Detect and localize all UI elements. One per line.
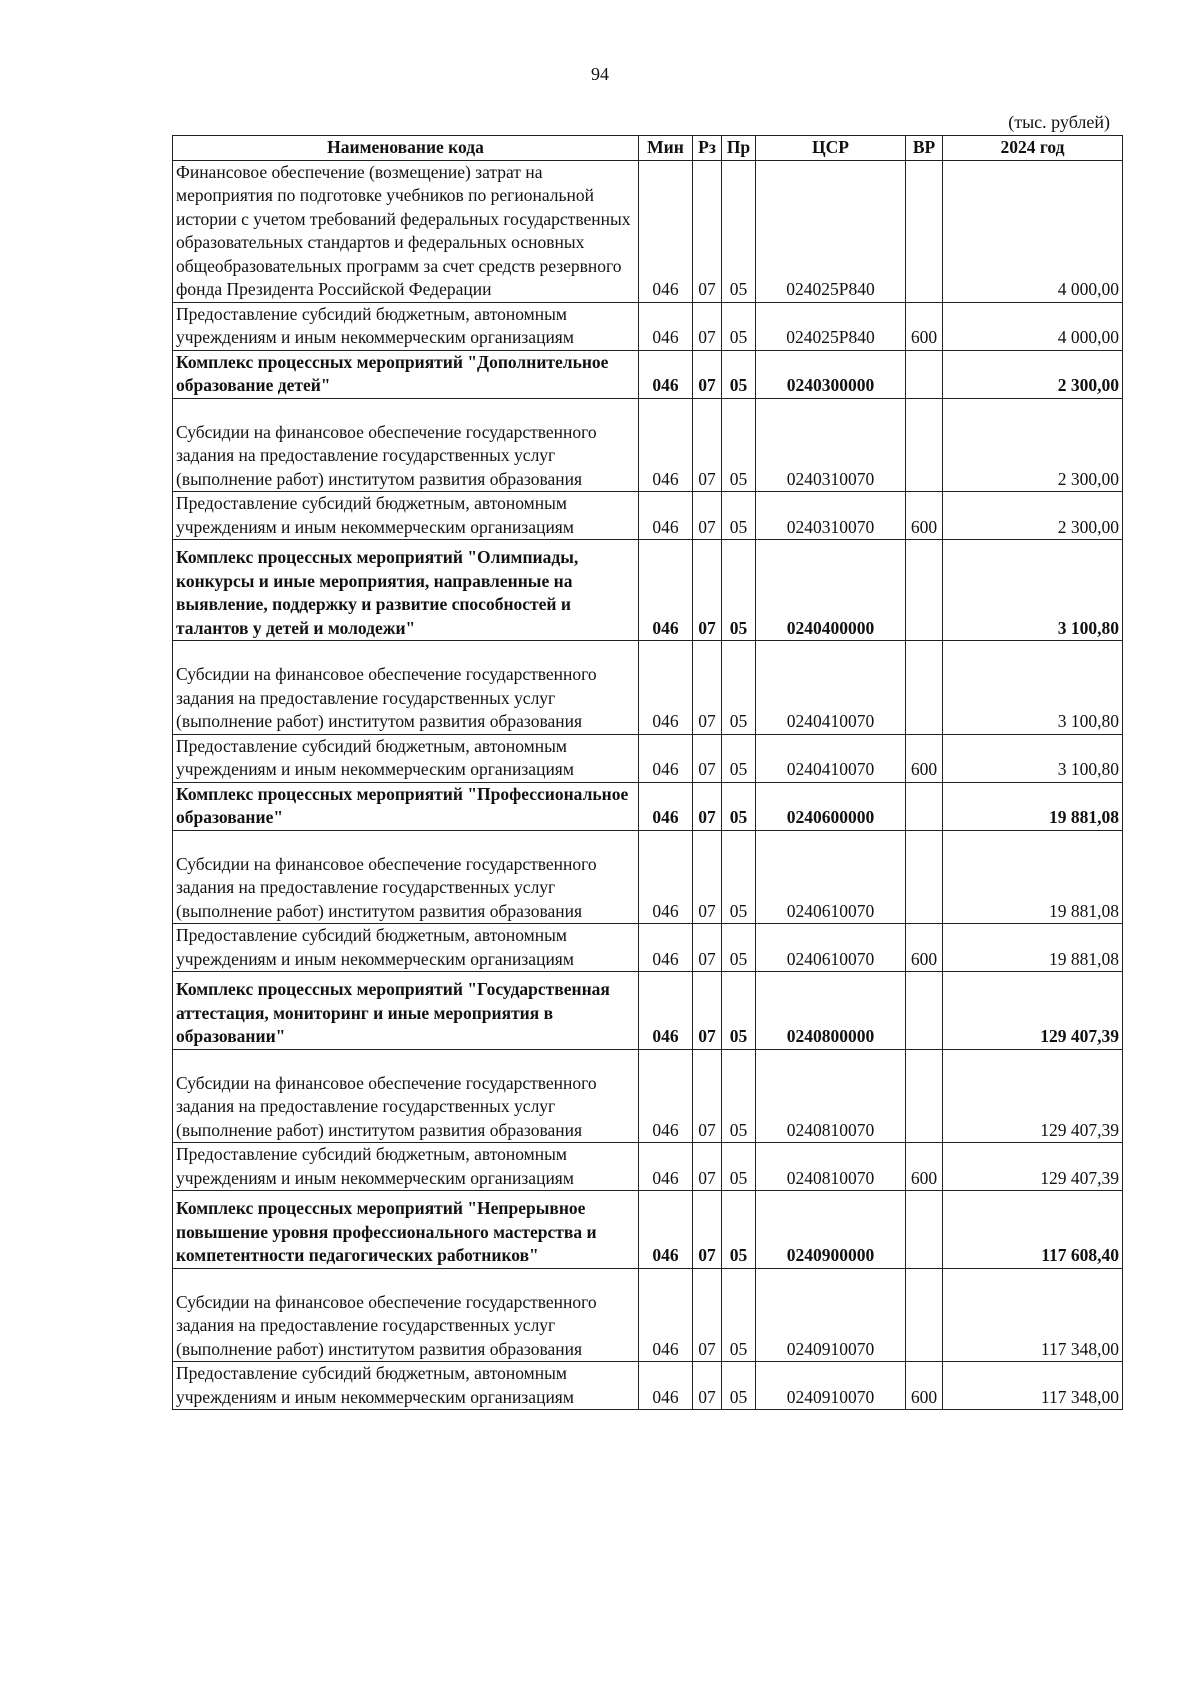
row-name: Комплекс процессных мероприятий "Профессиональное образование" — [173, 782, 639, 830]
header-year: 2024 год — [943, 136, 1123, 161]
table-row — [173, 1268, 1123, 1362]
row-min: 046 — [639, 641, 693, 735]
row-name: Предоставление субсидий бюджетным, автономным учреждениям и иным некоммерческим организациям — [173, 302, 639, 350]
row-vr — [906, 641, 943, 735]
row-name: Комплекс процессных мероприятий "Непрерывное повышение уровня профессионального мастерства и компетентности педагогических работников" — [173, 1191, 639, 1269]
row-vr: 600 — [906, 924, 943, 972]
row-vr: 600 — [906, 734, 943, 782]
row-rz: 07 — [693, 782, 722, 830]
row-amount: 129 407,39 — [943, 972, 1123, 1050]
row-amount: 129 407,39 — [943, 1049, 1123, 1143]
row-amount: 2 300,00 — [943, 492, 1123, 540]
table-row — [173, 734, 1123, 782]
row-min: 046 — [639, 830, 693, 924]
row-min: 046 — [639, 350, 693, 398]
row-rz: 07 — [693, 734, 722, 782]
row-rz: 07 — [693, 972, 722, 1050]
row-pr: 05 — [722, 398, 756, 492]
table-row — [173, 350, 1123, 398]
row-amount: 19 881,08 — [943, 782, 1123, 830]
table-row — [173, 972, 1123, 1050]
row-rz: 07 — [693, 924, 722, 972]
row-pr: 05 — [722, 782, 756, 830]
row-rz: 07 — [693, 1362, 722, 1410]
row-rz: 07 — [693, 1049, 722, 1143]
row-pr: 05 — [722, 1191, 756, 1269]
row-csr: 0240310070 — [756, 492, 906, 540]
row-csr: 0240300000 — [756, 350, 906, 398]
row-name: Субсидии на финансовое обеспечение государственного задания на предоставление государственных услуг (выполнение работ) институтом развития образования — [173, 830, 639, 924]
row-rz: 07 — [693, 641, 722, 735]
row-pr: 05 — [722, 641, 756, 735]
row-amount: 2 300,00 — [943, 398, 1123, 492]
row-min: 046 — [639, 398, 693, 492]
row-vr — [906, 398, 943, 492]
row-vr: 600 — [906, 1143, 943, 1191]
row-csr: 0240800000 — [756, 972, 906, 1050]
row-vr — [906, 972, 943, 1050]
row-min: 046 — [639, 782, 693, 830]
row-rz: 07 — [693, 540, 722, 641]
table-row — [173, 540, 1123, 641]
row-rz: 07 — [693, 302, 722, 350]
row-csr: 0240610070 — [756, 924, 906, 972]
row-name: Предоставление субсидий бюджетным, автономным учреждениям и иным некоммерческим организациям — [173, 924, 639, 972]
table-row — [173, 1191, 1123, 1269]
row-csr: 0240900000 — [756, 1191, 906, 1269]
row-min: 046 — [639, 540, 693, 641]
table-row — [173, 492, 1123, 540]
budget-table — [172, 135, 1123, 1410]
row-pr: 05 — [722, 540, 756, 641]
row-amount: 3 100,80 — [943, 540, 1123, 641]
row-amount: 4 000,00 — [943, 160, 1123, 302]
row-min: 046 — [639, 972, 693, 1050]
row-vr — [906, 350, 943, 398]
table-row — [173, 1143, 1123, 1191]
row-pr: 05 — [722, 1362, 756, 1410]
row-pr: 05 — [722, 1143, 756, 1191]
table-row — [173, 924, 1123, 972]
row-csr: 0240910070 — [756, 1362, 906, 1410]
row-rz: 07 — [693, 830, 722, 924]
row-pr: 05 — [722, 830, 756, 924]
row-name: Субсидии на финансовое обеспечение государственного задания на предоставление государственных услуг (выполнение работ) институтом развития образования — [173, 641, 639, 735]
row-vr — [906, 782, 943, 830]
row-pr: 05 — [722, 350, 756, 398]
header-csr: ЦСР — [756, 136, 906, 161]
row-min: 046 — [639, 1049, 693, 1143]
row-vr — [906, 1268, 943, 1362]
row-vr — [906, 540, 943, 641]
row-vr — [906, 1191, 943, 1269]
row-csr: 0240400000 — [756, 540, 906, 641]
row-amount: 117 608,40 — [943, 1191, 1123, 1269]
row-pr: 05 — [722, 492, 756, 540]
row-csr: 0240810070 — [756, 1049, 906, 1143]
row-rz: 07 — [693, 1143, 722, 1191]
header-name: Наименование кода — [173, 136, 639, 161]
table-row — [173, 1362, 1123, 1410]
table-header-row — [173, 136, 1123, 161]
row-pr: 05 — [722, 302, 756, 350]
table-row — [173, 1049, 1123, 1143]
row-name: Предоставление субсидий бюджетным, автономным учреждениям и иным некоммерческим организациям — [173, 1143, 639, 1191]
units-label: (тыс. рублей) — [1008, 112, 1110, 132]
row-vr: 600 — [906, 302, 943, 350]
row-name: Субсидии на финансовое обеспечение государственного задания на предоставление государственных услуг (выполнение работ) институтом развития образования — [173, 398, 639, 492]
row-pr: 05 — [722, 972, 756, 1050]
row-name: Финансовое обеспечение (возмещение) затрат на мероприятия по подготовке учебников по региональной истории с учетом требований федеральных государственных образовательных стандартов и федеральных основных общеобразовательных программ за счет средств резервного фонда Президента Российской Федерации — [173, 160, 639, 302]
row-csr: 0240310070 — [756, 398, 906, 492]
row-rz: 07 — [693, 160, 722, 302]
row-amount: 117 348,00 — [943, 1268, 1123, 1362]
table-row — [173, 302, 1123, 350]
table-row — [173, 160, 1123, 302]
row-vr: 600 — [906, 1362, 943, 1410]
row-pr: 05 — [722, 160, 756, 302]
header-rz: Рз — [693, 136, 722, 161]
row-name: Субсидии на финансовое обеспечение государственного задания на предоставление государственных услуг (выполнение работ) институтом развития образования — [173, 1049, 639, 1143]
row-name: Предоставление субсидий бюджетным, автономным учреждениям и иным некоммерческим организациям — [173, 734, 639, 782]
row-min: 046 — [639, 160, 693, 302]
row-amount: 2 300,00 — [943, 350, 1123, 398]
row-csr: 024025Р840 — [756, 302, 906, 350]
row-min: 046 — [639, 492, 693, 540]
header-pr: Пр — [722, 136, 756, 161]
row-pr: 05 — [722, 1049, 756, 1143]
row-name: Предоставление субсидий бюджетным, автономным учреждениям и иным некоммерческим организациям — [173, 1362, 639, 1410]
page-number: 94 — [591, 64, 609, 84]
row-vr — [906, 830, 943, 924]
row-pr: 05 — [722, 1268, 756, 1362]
row-vr: 600 — [906, 492, 943, 540]
row-min: 046 — [639, 734, 693, 782]
row-min: 046 — [639, 924, 693, 972]
row-csr: 0240600000 — [756, 782, 906, 830]
row-min: 046 — [639, 1191, 693, 1269]
row-csr: 024025Р840 — [756, 160, 906, 302]
row-name: Комплекс процессных мероприятий "Олимпиады, конкурсы и иные мероприятия, направленные на выявление, поддержку и развитие способностей и талантов у детей и молодежи" — [173, 540, 639, 641]
row-name: Предоставление субсидий бюджетным, автономным учреждениям и иным некоммерческим организациям — [173, 492, 639, 540]
row-rz: 07 — [693, 492, 722, 540]
row-rz: 07 — [693, 350, 722, 398]
table-row — [173, 830, 1123, 924]
row-rz: 07 — [693, 1268, 722, 1362]
row-amount: 4 000,00 — [943, 302, 1123, 350]
row-min: 046 — [639, 1143, 693, 1191]
row-amount: 129 407,39 — [943, 1143, 1123, 1191]
row-name: Субсидии на финансовое обеспечение государственного задания на предоставление государственных услуг (выполнение работ) институтом развития образования — [173, 1268, 639, 1362]
row-csr: 0240410070 — [756, 641, 906, 735]
row-csr: 0240910070 — [756, 1268, 906, 1362]
row-amount: 3 100,80 — [943, 734, 1123, 782]
table-row — [173, 641, 1123, 735]
row-csr: 0240610070 — [756, 830, 906, 924]
row-pr: 05 — [722, 924, 756, 972]
header-min: Мин — [639, 136, 693, 161]
row-rz: 07 — [693, 1191, 722, 1269]
row-rz: 07 — [693, 398, 722, 492]
row-amount: 3 100,80 — [943, 641, 1123, 735]
row-amount: 19 881,08 — [943, 924, 1123, 972]
row-amount: 117 348,00 — [943, 1362, 1123, 1410]
row-min: 046 — [639, 1268, 693, 1362]
row-vr — [906, 160, 943, 302]
row-csr: 0240410070 — [756, 734, 906, 782]
table-row — [173, 398, 1123, 492]
row-name: Комплекс процессных мероприятий "Дополнительное образование детей" — [173, 350, 639, 398]
row-csr: 0240810070 — [756, 1143, 906, 1191]
row-vr — [906, 1049, 943, 1143]
row-amount: 19 881,08 — [943, 830, 1123, 924]
table-row — [173, 782, 1123, 830]
row-min: 046 — [639, 302, 693, 350]
row-pr: 05 — [722, 734, 756, 782]
header-vr: ВР — [906, 136, 943, 161]
row-name: Комплекс процессных мероприятий "Государственная аттестация, мониторинг и иные мероприятия в образовании" — [173, 972, 639, 1050]
row-min: 046 — [639, 1362, 693, 1410]
